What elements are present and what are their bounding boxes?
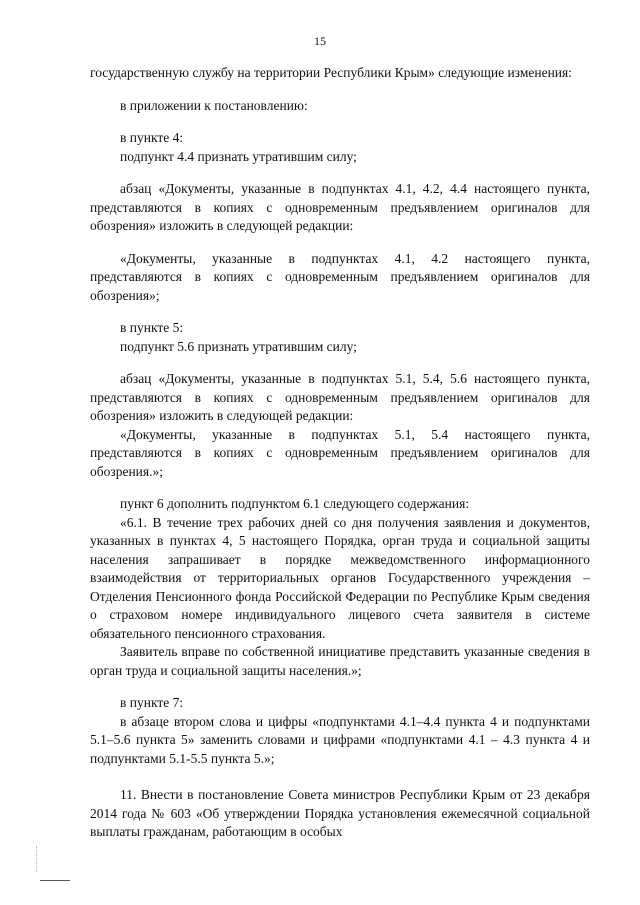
footer-rule: [40, 880, 70, 881]
paragraph-1: государственную службу на территории Республики Крым» следующие изменения:: [90, 65, 572, 80]
paragraph-2: в приложении к постановлению:: [120, 97, 308, 113]
paragraph-4: подпункт 4.4 признать утратившим силу;: [120, 148, 357, 164]
paragraph-14: в пункте 7:: [120, 695, 184, 710]
document-body: [90, 64, 590, 842]
paragraph-5: абзац «Документы, указанные в подпунктах 4.1, 4.2, 4.4 настоящего пункта, представляются в копиях с одновременным предъявлением оригиналов для обозрения» изложить в следующей редакции:: [90, 181, 590, 233]
paragraph-8: подпункт 5.6 признать утратившим силу;: [120, 338, 357, 354]
paragraph-13: Заявитель вправе по собственной инициативе представить указанные сведения в орган труда и социальной защиты населения.»;: [90, 644, 590, 678]
paragraph-7: в пункте 5:: [120, 320, 184, 335]
paragraph-16: 11. Внести в постановление Совета министров Республики Крым от 23 декабря 2014 года № 603 «Об утверждении Порядка установления ежемесячной социальной выплаты гражданам, работающим в особых: [90, 787, 590, 839]
paragraph-9: абзац «Документы, указанные в подпунктах 5.1, 5.4, 5.6 настоящего пункта, представляются в копиях с одновременным предъявлением оригиналов для обозрения» изложить в следующей редакции:: [90, 371, 590, 423]
paragraph-6: «Документы, указанные в подпунктах 4.1, 4.2 настоящего пункта, представляются в копиях с одновременным предъявлением оригиналов для обозрения»;: [90, 250, 590, 303]
paragraph-15: в абзаце втором слова и цифры «подпунктами 4.1–4.4 пункта 4 и подпунктами 5.1–5.6 пункта 5» заменить словами и цифрами «подпунктами 4.1 – 4.3 пункта 4 и подпунктами 5.1-5.5 пункта 5.»;: [90, 713, 590, 766]
paragraph-10: «Документы, указанные в подпунктах 5.1, 5.4 настоящего пункта, представляются в копиях с одновременным предъявлением оригиналов для обозрения.»;: [90, 426, 590, 479]
paragraph-3: в пункте 4:: [120, 130, 184, 145]
paragraph-11: пункт 6 дополнить подпунктом 6.1 следующего содержания:: [120, 496, 470, 511]
page-number: 15: [314, 34, 326, 48]
scan-artifact: [36, 846, 51, 872]
paragraph-12: «6.1. В течение трех рабочих дней со дня получения заявления и документов, указанных в пунктах 4, 5 настоящего Порядка, орган труда и социальной защиты населения запрашивает в порядке межведомственного информационного взаимодействия от территориальных органов Государственного учреждения – Отделения Пенсионного фонда Российской Федерации по Республике Крым сведения о страховом номере индивидуального лицевого счета заявителя в системе обязательного пенсионного страхования.: [90, 514, 590, 641]
